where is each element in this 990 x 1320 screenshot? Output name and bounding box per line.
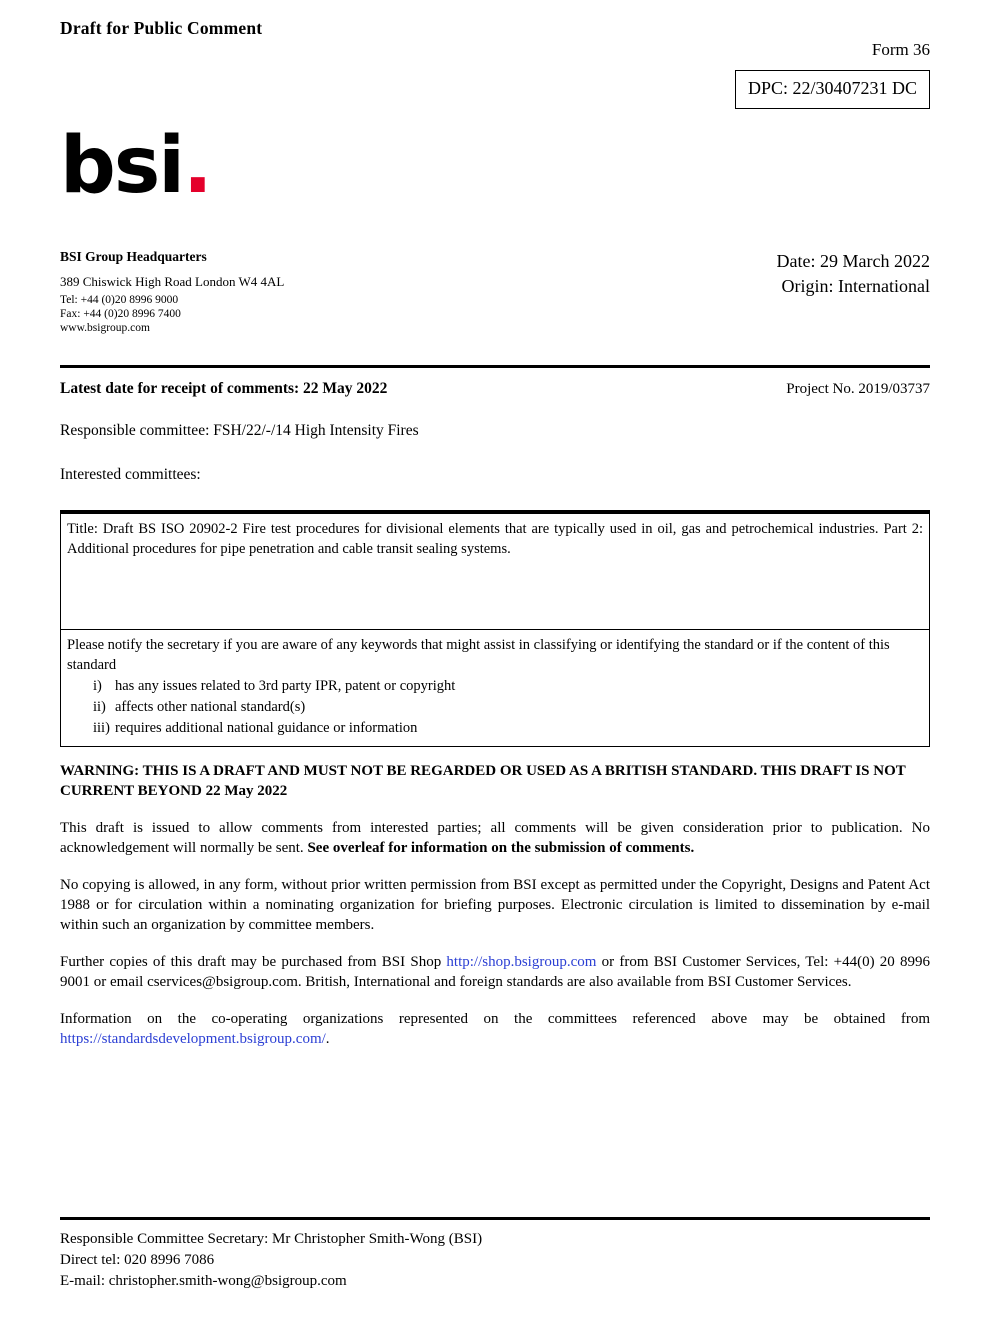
comments-deadline-row (60, 380, 930, 398)
page-footer (60, 1217, 930, 1292)
divider-footer (60, 1217, 930, 1220)
notify-item-number: i) (93, 678, 102, 694)
draft-warning-text: WARNING: THIS IS A DRAFT AND MUST NOT BE REGARDED OR USED AS A BRITISH STANDARD. THIS DRAFT IS NOT CURRENT BEYOND 22 May 2022 (60, 763, 906, 799)
responsible-committee: Responsible committee: FSH/22/-/14 High Intensity Fires (60, 422, 419, 439)
standards-development-link[interactable]: https://standardsdevelopment.bsigroup.com/ (60, 1031, 326, 1047)
notify-items-list (67, 676, 923, 738)
footer-tel: Direct tel: 020 8996 7086 (60, 1252, 215, 1268)
notify-item-text: requires additional national guidance or information (115, 720, 418, 736)
paragraph-comments-bold: See overleaf for information on the submission of comments. (307, 840, 695, 856)
header-right (735, 18, 930, 109)
bsi-shop-link[interactable]: http://shop.bsigroup.com (446, 954, 597, 970)
list-item (67, 676, 923, 696)
draft-for-public-comment-title: Draft for Public Comment (60, 18, 263, 38)
document-meta-block (777, 249, 930, 299)
notify-secretary-box (60, 630, 930, 747)
notify-item-text: has any issues related to 3rd party IPR, patent or copyright (115, 678, 456, 694)
further-copies-text-end: or from BSI Customer Services, Tel: +44(0) 20 8996 9001 or email cservices@bsigroup.com. British, International and foreign standards are also available from BSI Customer Services. (60, 954, 930, 990)
bsi-logo-dot: . (183, 121, 211, 211)
divider-top (60, 365, 930, 368)
interested-committees: Interested committees: (60, 466, 201, 483)
address-street: 389 Chiswick High Road London W4 4AL (60, 274, 285, 289)
address-tel: Tel: +44 (0)20 8996 9000 (60, 294, 179, 306)
paragraph-comments (60, 818, 930, 858)
bsi-logo-text: bsi (60, 121, 183, 211)
form-number: Form 36 (871, 40, 930, 59)
dpc-reference-box: DPC: 22/30407231 DC (735, 70, 930, 109)
address-fax: Fax: +44 (0)20 8996 7400 (60, 308, 181, 320)
latest-comment-date: Latest date for receipt of comments: 22 May 2022 (60, 380, 388, 397)
list-item (67, 718, 923, 738)
notify-item-text: affects other national standard(s) (115, 699, 306, 715)
further-copies-text-start: Further copies of this draft may be purchased from BSI Shop (60, 954, 447, 970)
paragraph-cooperating-orgs (60, 1009, 930, 1049)
notify-intro: Please notify the secretary if you are aware of any keywords that might assist in classifying or identifying the standard or if the content of this standard (67, 637, 890, 673)
document-origin: Origin: International (781, 276, 930, 296)
address-organization: BSI Group Headquarters (60, 249, 207, 264)
paragraph-copying: No copying is allowed, in any form, without prior written permission from BSI except as permitted under the Copyright, Designs and Patent Act 1988 or for circulation within a nominating organization for briefing purposes. Electronic circulation is limited to dissemination by e-mail within such an organization by committee members. (60, 877, 930, 933)
bsi-address-block (60, 249, 284, 335)
paragraph-comments-text: This draft is issued to allow comments from interested parties; all comments will be given consideration prior to publication. No acknowledgement will normally be sent. (60, 820, 930, 856)
address-website: www.bsigroup.com (60, 322, 150, 334)
bsi-logo (60, 121, 930, 223)
notify-item-number: iii) (93, 720, 110, 736)
document-date: Date: 29 March 2022 (776, 251, 930, 271)
project-number: Project No. 2019/03737 (786, 381, 930, 397)
notify-item-number: ii) (93, 699, 106, 715)
list-item (67, 697, 923, 717)
footer-email: E-mail: christopher.smith-wong@bsigroup.com (60, 1273, 347, 1289)
address-and-meta-row (60, 249, 930, 335)
paragraph-further-copies (60, 952, 930, 992)
standard-title-box: Title: Draft BS ISO 20902-2 Fire test procedures for divisional elements that are typically used in oil, gas and petrochemical industries. Part 2: Additional procedures for pipe penetration and cable transit sealing systems. (60, 513, 930, 630)
header-row (60, 18, 930, 109)
footer-secretary: Responsible Committee Secretary: Mr Christopher Smith-Wong (BSI) (60, 1231, 483, 1247)
cooperating-orgs-text-end: . (325, 1031, 330, 1047)
cooperating-orgs-text-start: Information on the co-operating organizations represented on the committees referenced above may be obtained from (60, 1011, 930, 1027)
